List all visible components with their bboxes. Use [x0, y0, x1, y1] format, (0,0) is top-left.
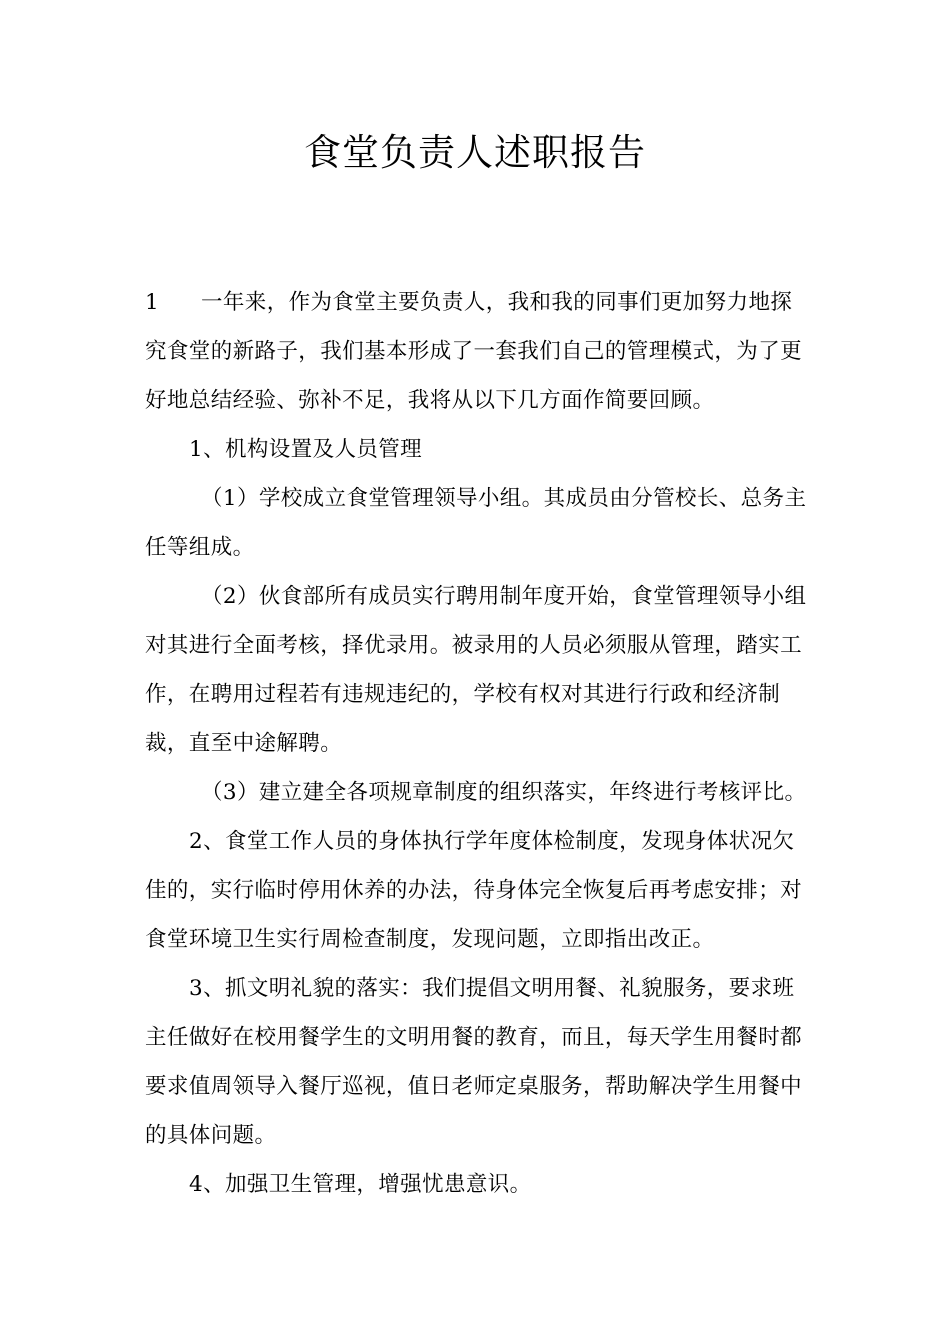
paragraph-item-3: （3）建立建全各项规章制度的组织落实，年终进行考核评比。 — [201, 780, 807, 805]
paragraph-intro — [145, 278, 807, 425]
paragraph-item-2: （2）伙食部所有成员实行聘用制年度开始，食堂管理领导小组对其进行全面考核，择优录用。被录用的人员必须服从管理，踏实工作，在聘用过程若有违规违纪的，学校有权对其进行行政和经济制裁，直至中途解聘。 — [145, 584, 807, 756]
paragraph-number: 1 — [145, 290, 160, 315]
document-title: 食堂负责人述职报告 — [304, 131, 646, 174]
document-body — [145, 278, 807, 1209]
heading-section-1: 1、机构设置及人员管理 — [189, 437, 423, 462]
paragraph-section-2: 2、食堂工作人员的身体执行学年度体检制度，发现身体状况欠佳的，实行临时停用休养的办法，待身体完全恢复后再考虑安排；对食堂环境卫生实行周检查制度，发现问题，立即指出改正。 — [145, 829, 803, 952]
paragraph-text: 一年来，作为食堂主要负责人，我和我的同事们更加努力地探究食堂的新路子，我们基本形成了一套我们自己的管理模式，为了更好地总结经验、弥补不足，我将从以下几方面作简要回顾。 — [145, 290, 803, 413]
paragraph-section-3: 3、抓文明礼貌的落实：我们提倡文明用餐、礼貌服务，要求班主任做好在校用餐学生的文明用餐的教育，而且，每天学生用餐时都要求值周领导入餐厅巡视，值日老师定桌服务，帮助解决学生用餐中的具体问题。 — [145, 976, 803, 1148]
paragraph-item-1: （1）学校成立食堂管理领导小组。其成员由分管校长、总务主任等组成。 — [145, 486, 807, 560]
heading-section-4: 4、加强卫生管理，增强忧患意识。 — [189, 1172, 532, 1197]
